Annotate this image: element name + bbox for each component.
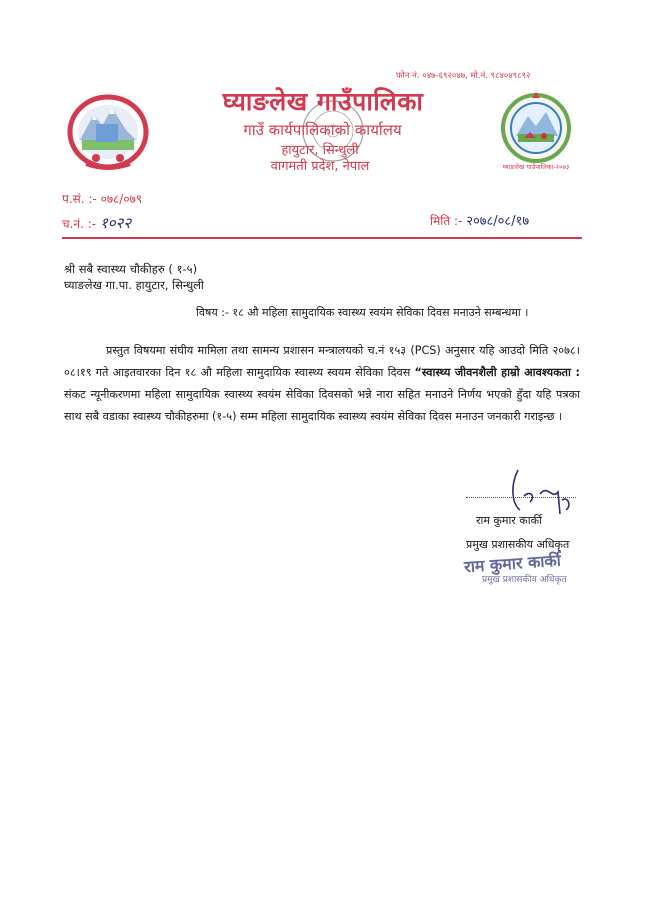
date-label: मिति :- xyxy=(430,214,463,228)
date-value: २०७८/०८/१७ xyxy=(466,214,530,229)
reference-cn xyxy=(62,213,131,233)
letter-date xyxy=(430,211,529,229)
subject-line: विषय :- १८ औ महिला सामुदायिक स्वास्थ्य स्वयंम सेविका दिवस मनाउने सम्बन्धमा । xyxy=(196,306,529,319)
signatory-title: प्रमुख प्रशासकीय अधिकृत xyxy=(466,538,570,551)
cn-label: च.नं. :- xyxy=(62,217,97,231)
signature-stamp: राम कुमार कार्की xyxy=(463,550,562,577)
signatory-name: राम कुमार कार्की xyxy=(476,514,542,527)
body-slogan: “स्वास्थ्य जीवनशैली हाम्रो आवश्यकता : xyxy=(414,366,580,379)
logo-caption: घ्याङलेख गाउँपालिका-२०७३ xyxy=(502,163,570,171)
letterhead-title: घ्याङलेख गाउँपालिका xyxy=(222,87,424,116)
reference-ps xyxy=(62,190,142,207)
office-name: गाउँ कार्यपालिकाको कार्यालय xyxy=(243,121,402,139)
ps-value: ०७८/०७९ xyxy=(100,192,143,206)
letter-body xyxy=(64,340,580,428)
phone-numbers: फोन नं. ०४७-६९२०४७, मो.नं. ९८४०४९८९२ xyxy=(396,71,531,81)
body-part-2: संकट न्यूनीकरणमा महिला सामुदायिक स्वास्थ्य स्वयंम सेविका दिवसको भन्ने नारा सहित मनाउने निर्णय भएको हुँदा यहि पत्रका साथ सबै वडाका स्वास्थ्य चौकीहरुमा (१-५) सम्म महिला सामुदायिक स्वास्थ्य स्वयंम सेविका दिवस मनाउन जनकारी गराइन्छ । xyxy=(64,388,580,423)
address-line-1: हायुटार, सिन्धुली xyxy=(281,143,359,158)
header-divider xyxy=(62,237,582,239)
cn-value: १०२२ xyxy=(99,214,132,232)
nepal-emblem-icon xyxy=(66,92,150,172)
ps-label: प.सं. :- xyxy=(62,192,97,206)
addressee-line-2: घ्याङलेख गा.पा. हायुटार, सिन्धुली xyxy=(64,278,204,292)
addressee-line-1: श्री सबै स्वास्थ्य चौकीहरु ( १-५) xyxy=(64,262,198,276)
address-line-2: वागमती प्रदेश, नेपाल xyxy=(270,159,370,174)
signature-line xyxy=(466,497,576,498)
signature-stamp-title: प्रमुख प्रशासकीय अधिकृत xyxy=(482,575,567,585)
body-part-1: प्रस्तुत विषयमा संघीय मामिला तथा सामन्य प्रशासन मन्त्रालयको च.नं १५३ (PCS) अनुसार यहि आउदो मिति २०७८।०८।१९ गते आइतवारका दिन १८ औ महिला सामुदायिक स्वास्थ्य स्वयम सेविका दिवस xyxy=(64,344,580,379)
municipality-logo-icon xyxy=(496,90,576,172)
